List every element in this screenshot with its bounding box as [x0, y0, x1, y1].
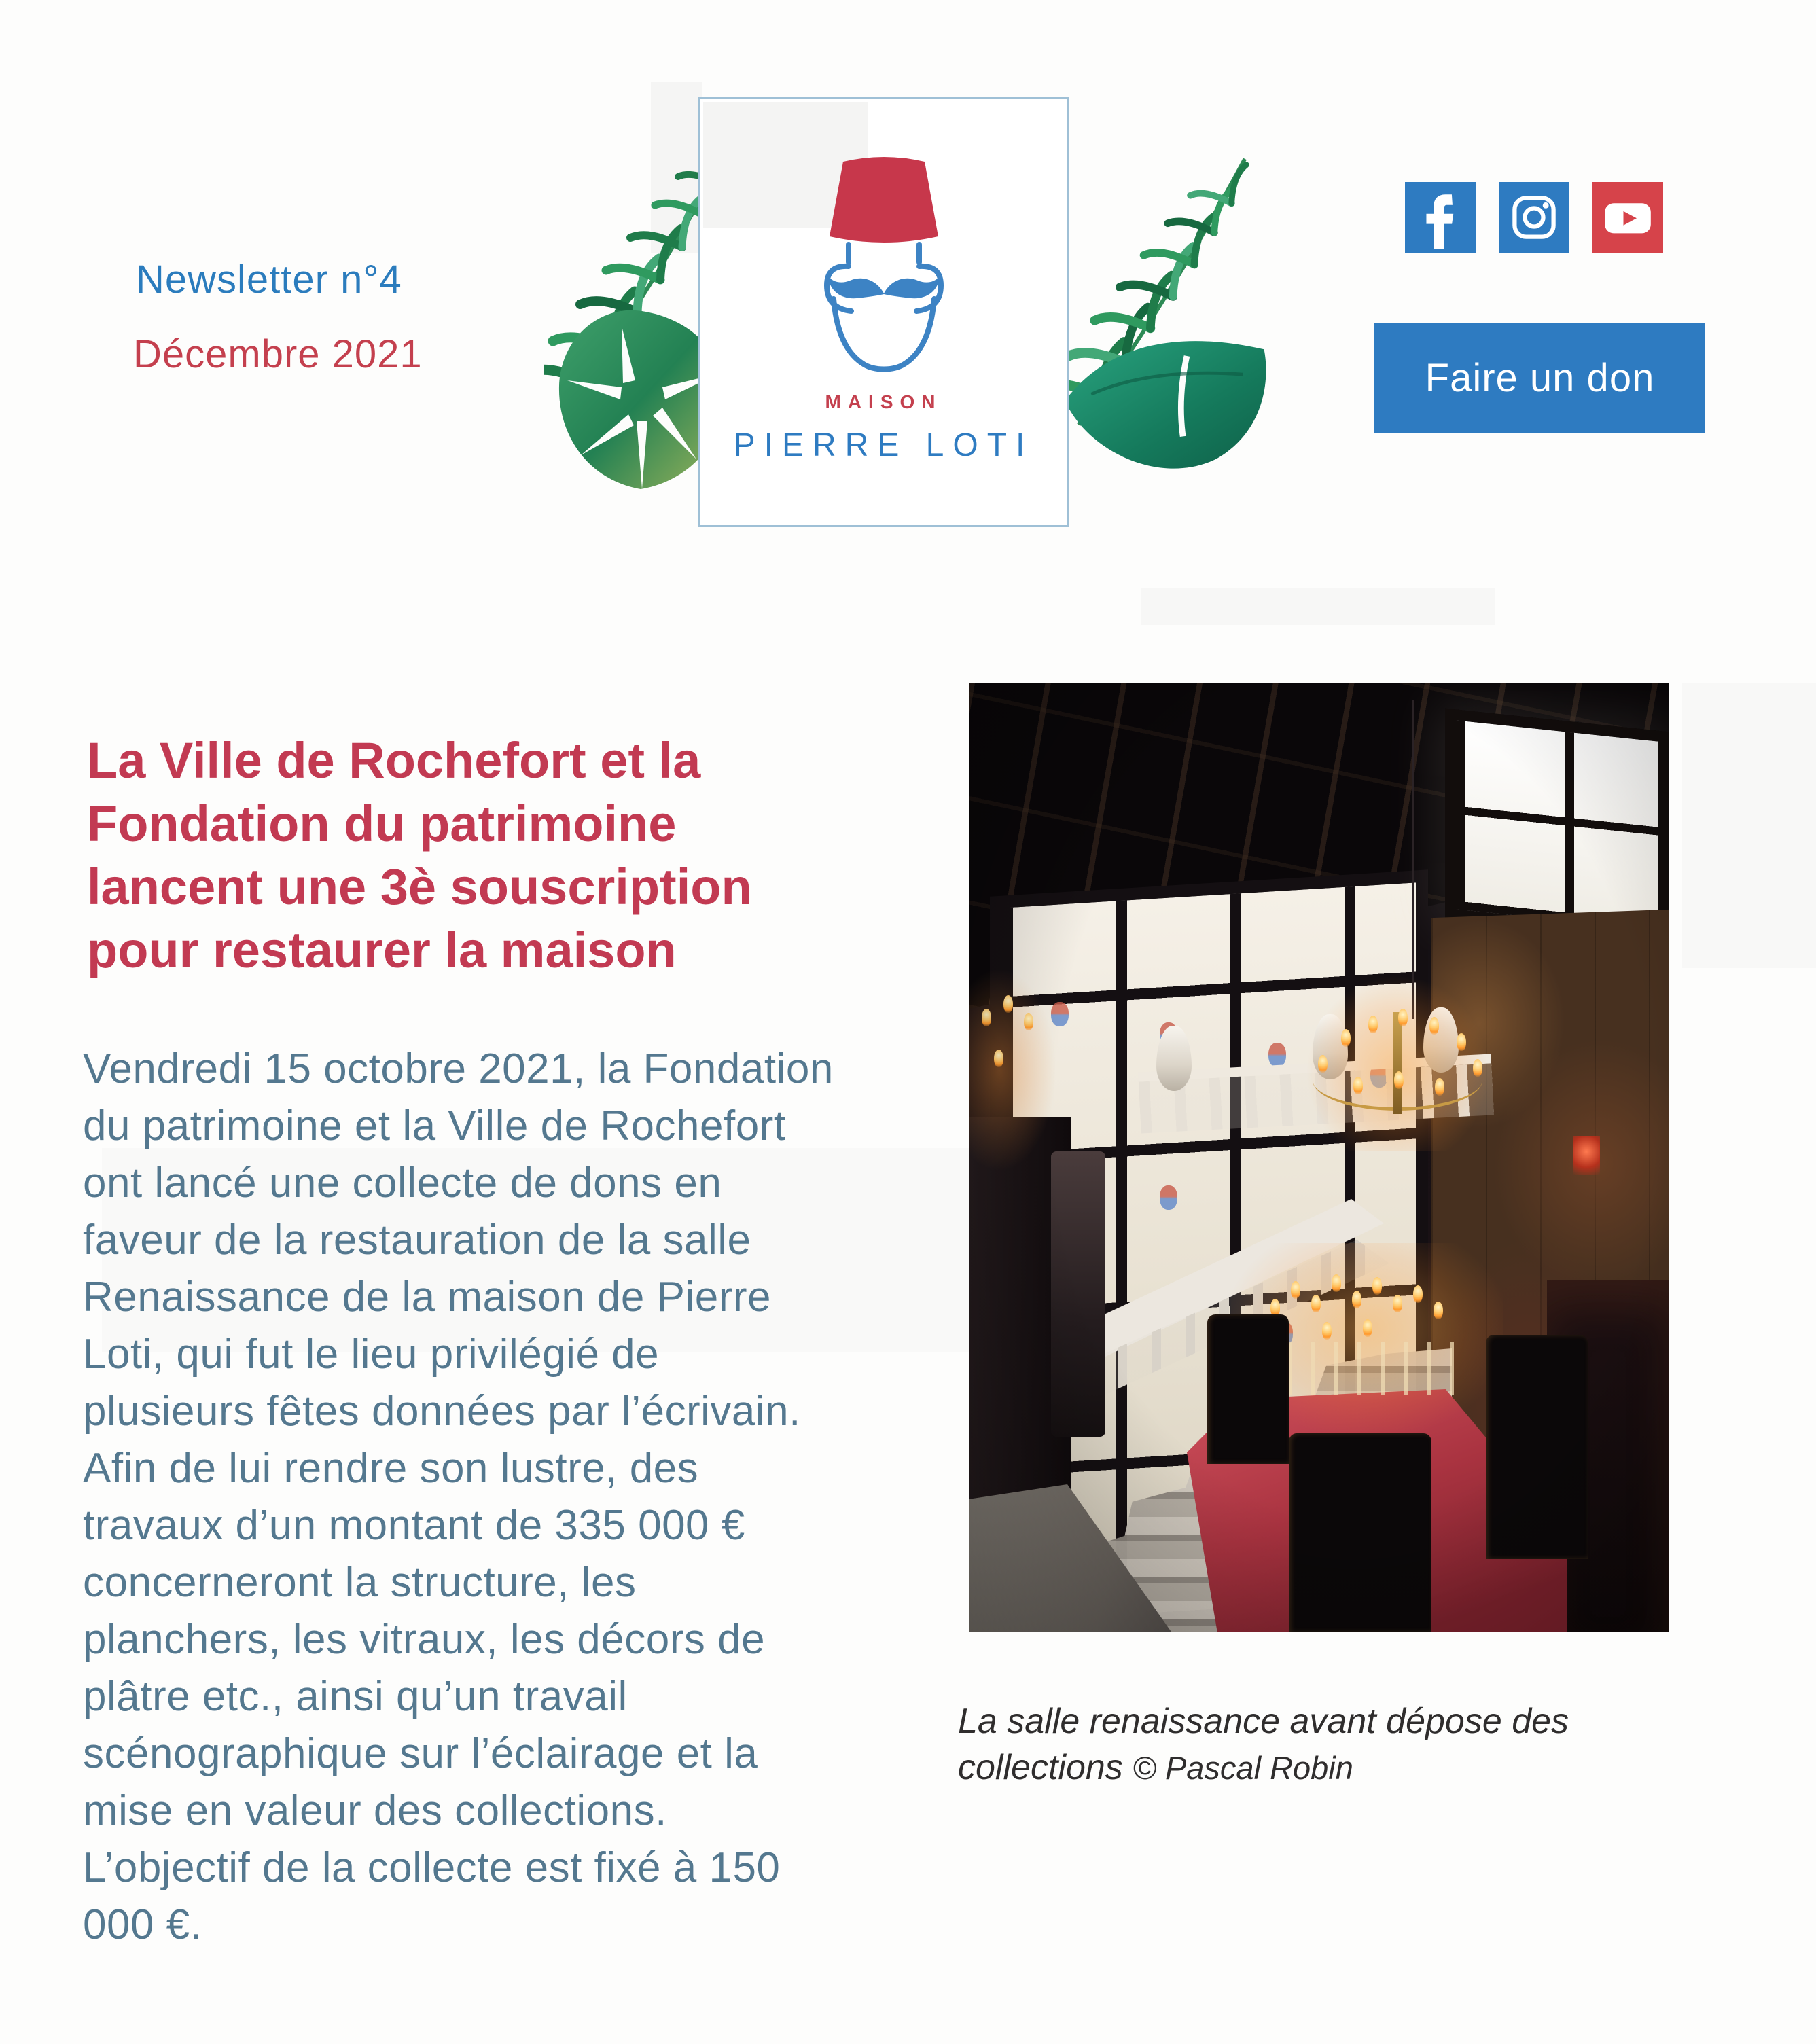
body-line: scénographique sur l’éclairage et la [83, 1730, 758, 1777]
photo-vignette [969, 683, 1669, 1632]
instagram-glyph [1499, 182, 1569, 253]
headline-line: Fondation du patrimoine [87, 795, 677, 852]
logo-card [698, 97, 1069, 527]
photo-credit: © Pascal Robin [1133, 1750, 1353, 1786]
youtube-icon[interactable] [1592, 182, 1663, 253]
instagram-icon[interactable] [1499, 182, 1569, 253]
caption-line [958, 1744, 1678, 1791]
body-line: plusieurs fêtes données par l’écrivain. [83, 1388, 801, 1435]
facebook-glyph [1405, 182, 1476, 253]
tropical-leaf-right-icon [1052, 319, 1276, 482]
headline-line: pour restaurer la maison [87, 922, 677, 978]
body-line: ont lancé une collecte de dons en [83, 1160, 722, 1206]
donate-button[interactable]: Faire un don [1374, 323, 1705, 433]
scan-artifact [1141, 588, 1495, 625]
body-line: L’objectif de la collecte est fixé à 150 [83, 1844, 781, 1891]
body-line: concerneront la structure, les [83, 1559, 637, 1606]
body-line: travaux d’un montant de 335 000 € [83, 1502, 745, 1549]
caption-line: La salle renaissance avant dépose des [958, 1702, 1569, 1741]
article-body [83, 1041, 912, 1954]
salle-renaissance-photo [969, 683, 1669, 1632]
logo-maison-label: MAISON [825, 391, 942, 412]
body-line: Vendredi 15 octobre 2021, la Fondation [83, 1045, 834, 1092]
photo-caption [958, 1698, 1678, 1791]
social-icons-row [1405, 182, 1663, 253]
caption-word: collections [958, 1748, 1123, 1787]
headline-line: La Ville de Rochefort et la [87, 732, 701, 789]
body-line: Loti, qui fut le lieu privilégié de [83, 1331, 660, 1378]
issue-date-label: Décembre 2021 [133, 332, 423, 376]
body-line: faveur de la restauration de la salle [83, 1217, 751, 1263]
fez-icon [830, 157, 938, 243]
newsletter-number-label: Newsletter n°4 [136, 257, 402, 302]
body-line: planchers, les vitraux, les décors de [83, 1616, 766, 1663]
body-line: 000 €. [83, 1901, 202, 1948]
headline-line: lancent une 3è souscription [87, 859, 752, 915]
article-headline [87, 729, 868, 982]
body-line: Afin de lui rendre son lustre, des [83, 1445, 699, 1492]
body-line: du patrimoine et la Ville de Rochefort [83, 1102, 786, 1149]
body-line: Renaissance de la maison de Pierre [83, 1274, 771, 1321]
logo-name-label: PIERRE LOTI [733, 427, 1034, 463]
body-line: mise en valeur des collections. [83, 1787, 667, 1834]
facebook-icon[interactable] [1405, 182, 1476, 253]
body-line: plâtre etc., ainsi qu’un travail [83, 1673, 628, 1720]
scan-artifact [1682, 683, 1816, 968]
youtube-glyph [1592, 182, 1663, 253]
pierre-loti-face-icon [768, 154, 999, 391]
